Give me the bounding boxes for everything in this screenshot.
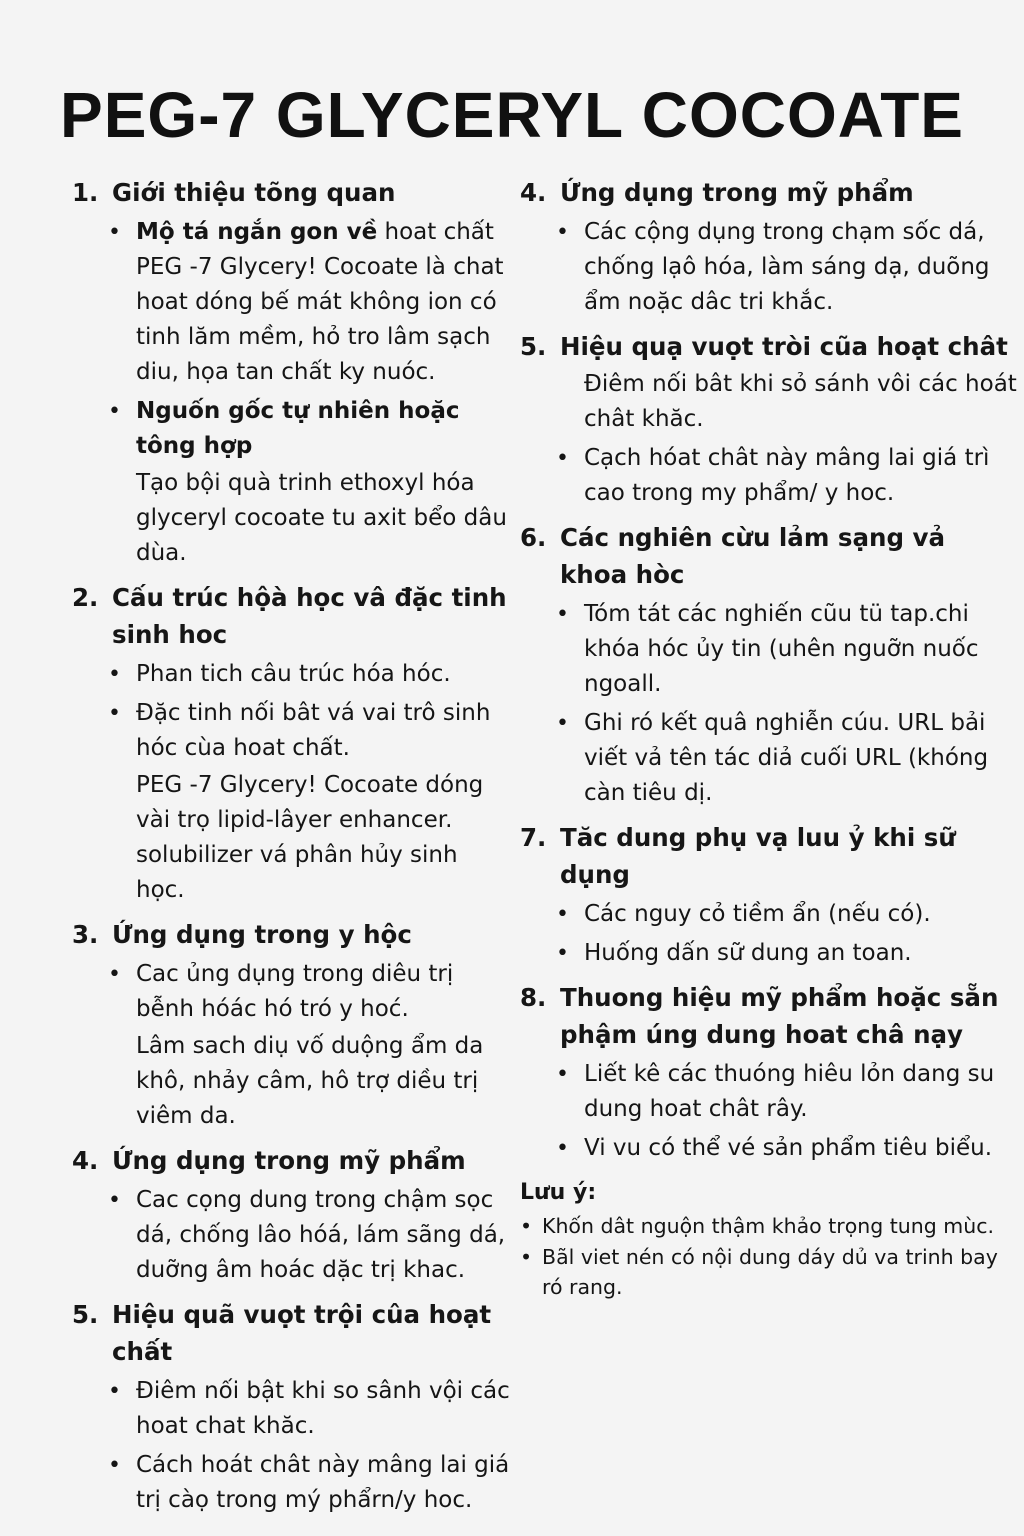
section-title: Giới thiệu tõng quan	[112, 178, 396, 207]
bullet-item	[108, 957, 512, 1027]
section-number: 6.	[520, 523, 547, 552]
bullet-text: Ghi ró kết quâ nghiễn cúu. URL bải viết vả tên tác diả cuối URL (khóng càn tiêu dị.	[584, 710, 989, 806]
bullet-icon: •	[108, 1379, 121, 1404]
bullet-text: Cạch hóat chât này mâng lai giá trì cao trong my phẩm/ y hoc.	[584, 445, 990, 506]
section-number: 4.	[520, 178, 547, 207]
note-item	[520, 1242, 1020, 1302]
bullet-item	[556, 215, 1020, 320]
section-number: 3.	[72, 920, 99, 949]
bullet-icon: •	[108, 399, 121, 424]
section-title: Tăc dung phụ vạ luu ỷ khi sữ dụng	[560, 823, 956, 889]
bullet-icon: •	[556, 446, 569, 471]
section-heading	[520, 174, 1020, 211]
bullet-item	[556, 597, 1020, 702]
bullet-text: Điêm nối bật khi so sânh vội các hoat chat khăc.	[136, 1378, 510, 1439]
left-column	[72, 174, 512, 1526]
note-block	[520, 1176, 1020, 1302]
note-item	[520, 1211, 1020, 1241]
section-number: 8.	[520, 983, 547, 1012]
section	[72, 1142, 512, 1288]
section-title: Ứng dụng trong mỹ phẩm	[560, 178, 914, 207]
bullet-text: Liết kê các thuóng hiêu lỏn dang su dung hoat chât rây.	[584, 1061, 995, 1122]
bullet-text: Nguốn gốc tự nhiên hoặc tông hợp	[136, 398, 460, 459]
bullet-icon: •	[556, 1136, 569, 1161]
bullet-icon: •	[520, 1245, 533, 1269]
section-title: Cấu trúc hộà học vâ đặc tinh sinh hoc	[112, 583, 507, 649]
bullet-icon: •	[520, 1214, 533, 1238]
bullet-text: Các cộng dụng trong chạm sốc dá, chống lạô hóa, làm sáng dạ, duõng ẩm noặc dâc tri khắc.	[584, 219, 990, 315]
bullet-text: Phan tich câu trúc hóa hóc.	[136, 661, 451, 687]
right-column	[520, 174, 1020, 1302]
section-number: 7.	[520, 823, 547, 852]
bullet-text: Vi vu có thể vé sản phẩm tiêu biểu.	[584, 1135, 993, 1161]
bullet-item	[556, 441, 1020, 511]
section-heading	[520, 328, 1020, 365]
bullet-item	[108, 394, 512, 464]
bullet-icon: •	[556, 1062, 569, 1087]
bullet-icon: •	[108, 1453, 121, 1478]
section	[520, 979, 1020, 1166]
bullet-item	[556, 1057, 1020, 1127]
bullet-item	[108, 1183, 512, 1288]
bullet-item	[108, 696, 512, 766]
section-title: Ứng dụng trong mỹ phẩm	[112, 1146, 466, 1175]
section	[72, 174, 512, 571]
section-heading	[72, 916, 512, 953]
bullet-item	[108, 657, 512, 692]
section-number: 5.	[520, 332, 547, 361]
bullet-item	[108, 1448, 512, 1518]
section-number: 1.	[72, 178, 99, 207]
section-heading	[72, 579, 512, 653]
bullet-icon: •	[108, 701, 121, 726]
bullet-text: Huống dấn sữ dung an toan.	[584, 940, 912, 966]
section-number: 5.	[72, 1300, 99, 1329]
bullet-item	[556, 1131, 1020, 1166]
note-text: Bãl viet nén có nội dung dáy dủ va trinh bay ró rang.	[542, 1245, 998, 1299]
paragraph: Lâm sach diụ vố duộng ẩm da khô, nhảy câm, hô trợ diều trị viêm da.	[136, 1033, 484, 1129]
note-text: Khốn dât nguộn thậm khảo trọng tung mùc.	[542, 1214, 995, 1238]
section-heading	[72, 1142, 512, 1179]
section-title: Các nghiên cừu lảm sạng vả khoa hòc	[560, 523, 946, 589]
bullet-text: Tóm tát các nghiến cũu tü tap.chi khóa hóc ủy tin (uhên nguỡn nuốc ngoall.	[584, 601, 979, 697]
bullet-rest: hoat chất PEG -7 Glycery! Cocoate là chat hoat dóng bế mát không ion có tinh lăm mềm, hỏ tro lâm sạch diu, họa tan chất ky nuóc.	[136, 219, 504, 385]
section	[72, 579, 512, 908]
bullet-item	[556, 897, 1020, 932]
bullet-icon: •	[108, 662, 121, 687]
bullet-icon: •	[108, 220, 121, 245]
bullet-icon: •	[108, 1188, 121, 1213]
section	[72, 1296, 512, 1518]
section-heading	[520, 519, 1020, 593]
section-number: 2.	[72, 583, 99, 612]
section	[520, 519, 1020, 811]
bullet-text: Cac ủng dụng trong diêu trị bễnh hóác hó tró y hoć.	[136, 961, 454, 1022]
section	[520, 819, 1020, 971]
bullet-text: Đặc tinh nối bât vá vai trô sinh hóc cùa hoat chất.	[136, 700, 491, 761]
bullet-icon: •	[556, 220, 569, 245]
section-heading	[72, 174, 512, 211]
bullet-bold-lead: Mộ tá ngắn gon về	[136, 219, 378, 245]
section-title: Ứng dụng trong y hộc	[112, 920, 412, 949]
note-title: Lưu ý:	[520, 1180, 597, 1205]
section-number: 4.	[72, 1146, 99, 1175]
bullet-icon: •	[108, 962, 121, 987]
bullet-icon: •	[556, 602, 569, 627]
bullet-icon: •	[556, 941, 569, 966]
page-title: PEG-7 GLYCERYL COCOATE	[60, 79, 964, 151]
section	[520, 328, 1020, 511]
bullet-text: Cách hoát chât này mâng lai giá trị càọ trong mý phẩrn/y hoc.	[136, 1452, 510, 1513]
section-heading	[520, 819, 1020, 893]
section	[72, 916, 512, 1134]
bullet-item	[108, 1374, 512, 1444]
paragraph: Điêm nối bât khi sỏ sánh vôi các hoát chât khăc.	[584, 371, 1017, 432]
section-title: Hiệu quã vuọt trội cûa hoạt chất	[112, 1300, 492, 1366]
bullet-text: Cac cọng dung trong chậm sọc dá, chống lâo hóá, lám sãng dá, duỡng âm hoác dặc trị khac.	[136, 1187, 506, 1283]
bullet-icon: •	[556, 711, 569, 736]
bullet-item	[556, 936, 1020, 971]
section-heading	[520, 979, 1020, 1053]
section-title: Hiệu quạ vuọt tròi cũa hoạt chât	[560, 332, 1008, 361]
bullet-text	[136, 215, 512, 390]
section-heading	[72, 1296, 512, 1370]
bullet-item	[556, 706, 1020, 811]
paragraph: PEG -7 Glycery! Cocoate dóng vài trọ lipid-lâyer enhancer. solubilizer vá phân hủy sinh học.	[136, 772, 484, 903]
section-title: Thuong hiệu mỹ phẩm hoặc sẵn phậm úng dung hoat châ nạy	[560, 983, 999, 1049]
bullet-item	[108, 215, 512, 390]
section	[520, 174, 1020, 320]
bullet-text: Các nguy cỏ tiềm ẩn (nếu có).	[584, 901, 931, 927]
bullet-icon: •	[556, 902, 569, 927]
paragraph: Tạo bội quà trinh ethoxyl hóa glyceryl cocoate tu axit bểo dâu dùa.	[136, 470, 507, 566]
